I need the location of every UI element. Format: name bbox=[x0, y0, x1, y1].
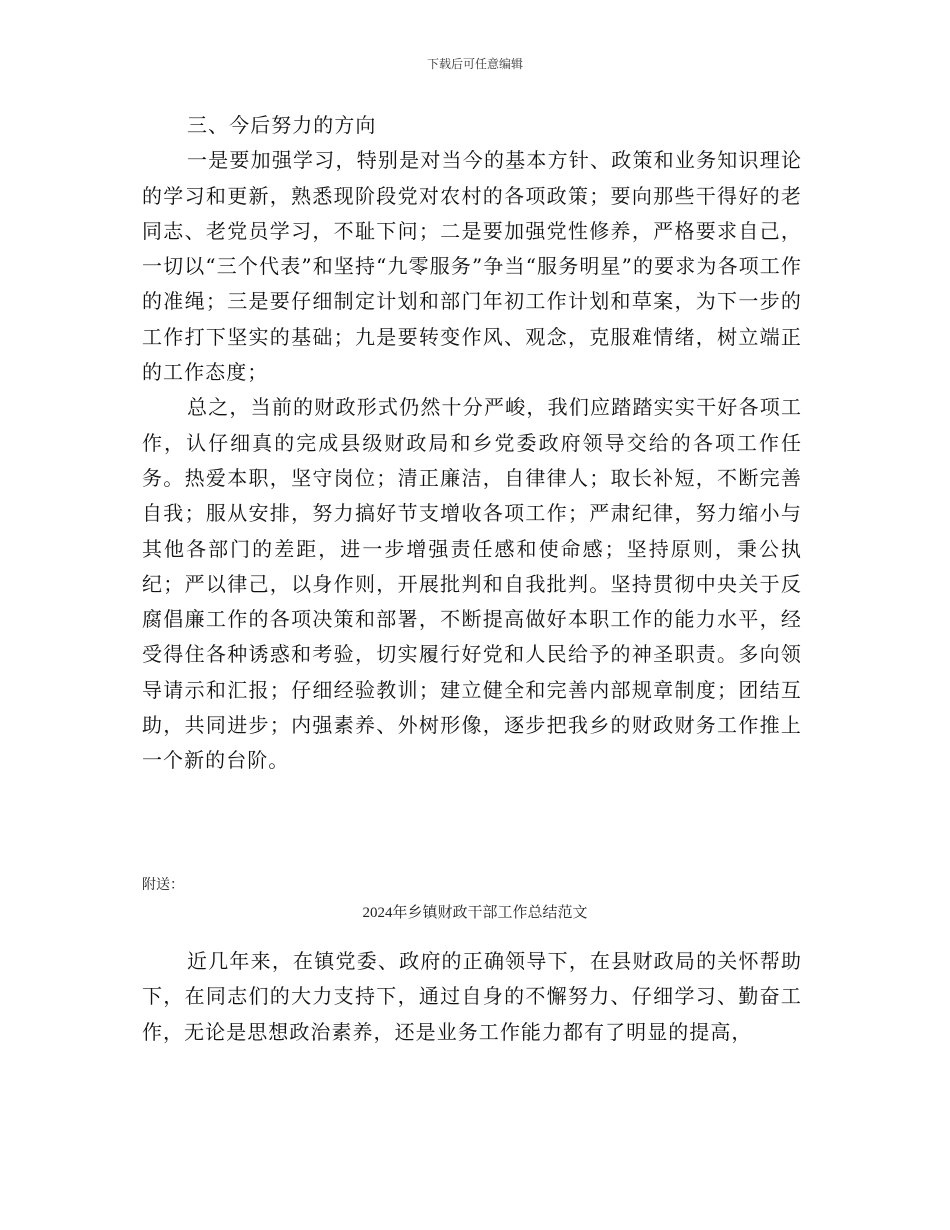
body-paragraph-1: 一是要加强学习，特别是对当今的基本方针、政策和业务知识理论的学习和更新，熟悉现阶段党对农村的各项政策；要向那些干得好的老同志、老党员学习，不耻下问；二是要加强党性修养，严格要求自己，一切以“三个代表”和坚持“九零服务”争当“服务明星”的要求为各项工作的准绳；三是要仔细制定计划和部门年初工作计划和草案，为下一步的工作打下坚实的基础；九是要转变作风、观念，克服难情绪，树立端正的工作态度； bbox=[142, 148, 802, 385]
section-heading: 三、今后努力的方向 bbox=[187, 113, 377, 137]
appendix-body bbox=[142, 944, 802, 1050]
body-paragraph-2: 总之，当前的财政形式仍然十分严峻，我们应踏踏实实干好各项工作，认仔细真的完成县级财政局和乡党委政府领导交给的各项工作任务。热爱本职，坚守岗位；清正廉洁，自律律人；取长补短，不断完善自我；服从安排，努力搞好节支增收各项工作；严肃纪律，努力缩小与其他各部门的差距，进一步增强责任感和使命感；坚持原则，秉公执纪；严以律己，以身作则，开展批判和自我批判。坚持贯彻中央关于反腐倡廉工作的各项决策和部署，不断提高做好本职工作的能力水平，经受得住各种诱惑和考验，切实履行好党和人民给予的神圣职责。多向领导请示和汇报；仔细经验教训；建立健全和完善内部规章制度；团结互助，共同进步；内强素养、外树形像，逐步把我乡的财政财务工作推上一个新的台阶。 bbox=[142, 395, 802, 773]
main-content bbox=[142, 108, 802, 779]
page-header-note: 下载后可任意编辑 bbox=[426, 57, 523, 71]
appendix-label: 附送： bbox=[142, 878, 184, 893]
appendix-title: 2024年乡镇财政干部工作总结范文 bbox=[362, 905, 588, 921]
appendix-paragraph: 近几年来，在镇党委、政府的正确领导下，在县财政局的关怀帮助下，在同志们的大力支持下，通过自身的不懈努力、仔细学习、勤奋工作，无论是思想政治素养，还是业务工作能力都有了明显的提高， bbox=[142, 949, 802, 1044]
